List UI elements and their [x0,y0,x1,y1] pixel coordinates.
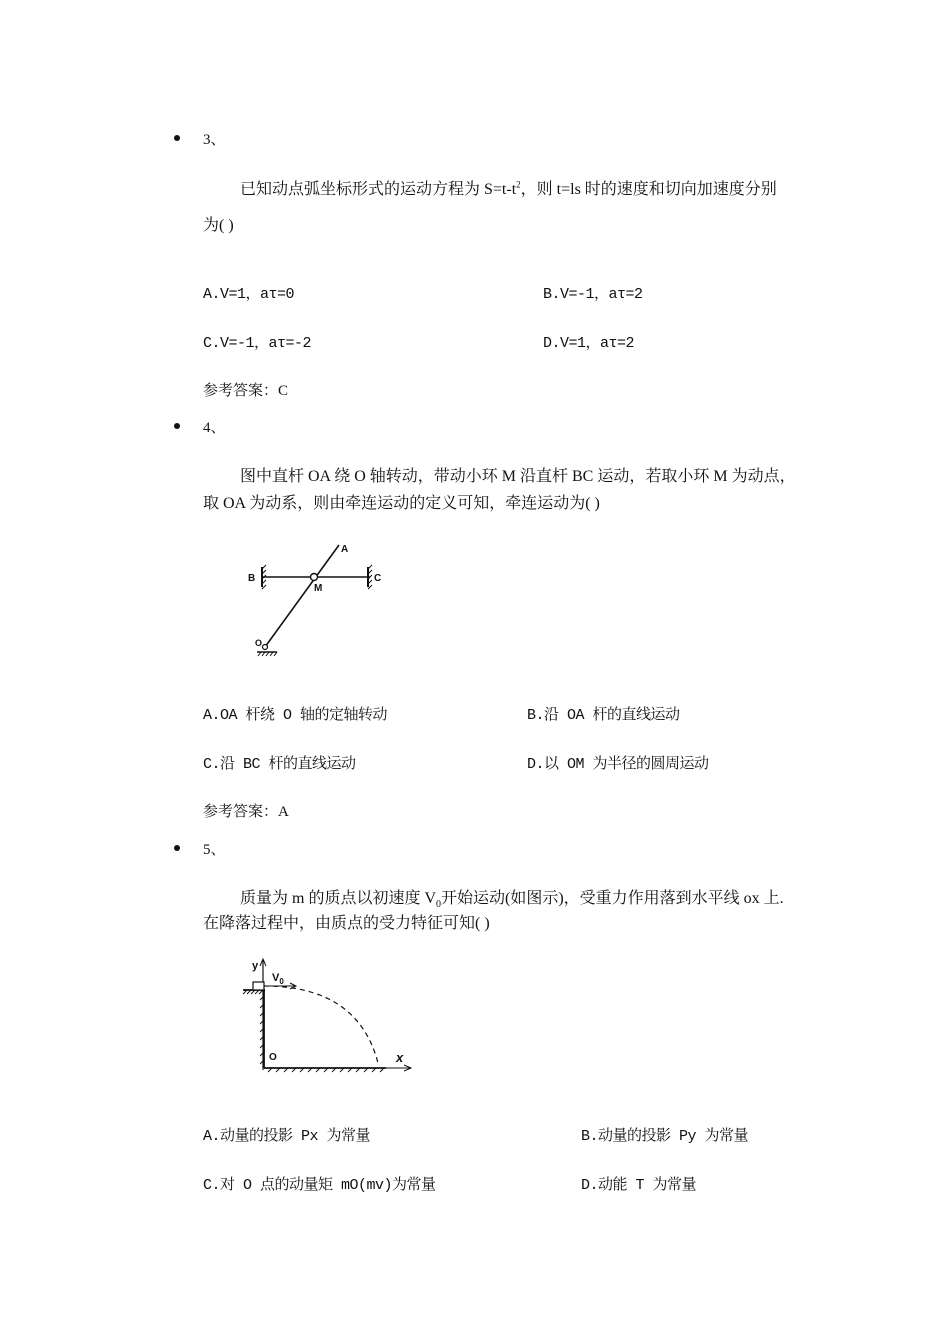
label-v-sub: 0 [279,977,284,986]
figure-rotating-rod [245,540,385,660]
question-4-stem-line1: 图中直杆 OA 绕 O 轴转动，带动小环 M 沿直杆 BC 运动，若取小环 M 为动点， [240,468,796,485]
q4-option-c[interactable]: C.沿 BC 杆的直线运动 [203,756,356,773]
label-a: A [341,544,349,555]
question-number-3: 3、 [203,132,226,148]
q5-stem-text-a: 质量为 m 的质点以初速度 V [240,890,437,907]
q3-option-c[interactable]: C.V=-1，aτ=-2 [203,335,312,352]
label-c: C [374,573,382,584]
q4-option-a[interactable]: A.OA 杆绕 O 轴的定轴转动 [203,707,388,724]
q4-answer: 参考答案：A [203,804,289,820]
q3-stem-text-b: ，则 t=ls 时的速度和切向加速度分别 [520,181,777,198]
q3-stem-text-a: 已知动点弧坐标形式的运动方程为 S=t-t [240,181,517,198]
label-x: x [396,1050,404,1065]
label-v: V [272,972,280,984]
question-number-5: 5、 [203,842,226,858]
question-5-stem-line1 [240,885,784,911]
bullet-q4 [174,423,180,429]
question-3-stem-line2: 为( ) [203,217,234,234]
q5-option-d[interactable]: D.动能 T 为常量 [581,1177,697,1194]
q3-option-a[interactable]: A.V=1，aτ=0 [203,286,295,303]
figure-projectile [238,955,423,1080]
q5-option-b[interactable]: B.动量的投影 Py 为常量 [581,1128,749,1145]
q5-stem-subscript: 0 [436,899,442,911]
q3-option-d[interactable]: D.V=1，aτ=2 [543,335,635,352]
q5-option-a[interactable]: A.动量的投影 Px 为常量 [203,1128,371,1145]
bullet-q3 [174,135,180,141]
question-4-stem-line2: 取 OA 为动系，则由牵连运动的定义可知，牵连运动为( ) [203,495,600,512]
bullet-q5 [174,845,180,851]
question-3-stem-line1 [240,176,777,199]
label-o: O [255,638,263,648]
label-m: M [314,583,323,594]
label-b: B [248,573,256,584]
q5-stem-text-b: 开始运动(如图示)，受重力作用落到水平线 ox 上. [441,890,784,907]
question-5-stem-line2: 在降落过程中，由质点的受力特征可知( ) [203,915,490,932]
q4-option-b[interactable]: B.沿 OA 杆的直线运动 [527,707,680,724]
q4-option-d[interactable]: D.以 OM 为半径的圆周运动 [527,756,709,773]
q3-answer: 参考答案：C [203,383,289,399]
label-o: O [269,1052,277,1063]
question-number-4: 4、 [203,420,226,436]
q5-option-c[interactable]: C.对 O 点的动量矩 mO(mv)为常量 [203,1177,436,1194]
label-v0 [272,972,284,986]
q3-stem-superscript: 2 [516,179,521,190]
label-y: y [252,960,259,972]
q3-option-b[interactable]: B.V=-1，aτ=2 [543,286,643,303]
